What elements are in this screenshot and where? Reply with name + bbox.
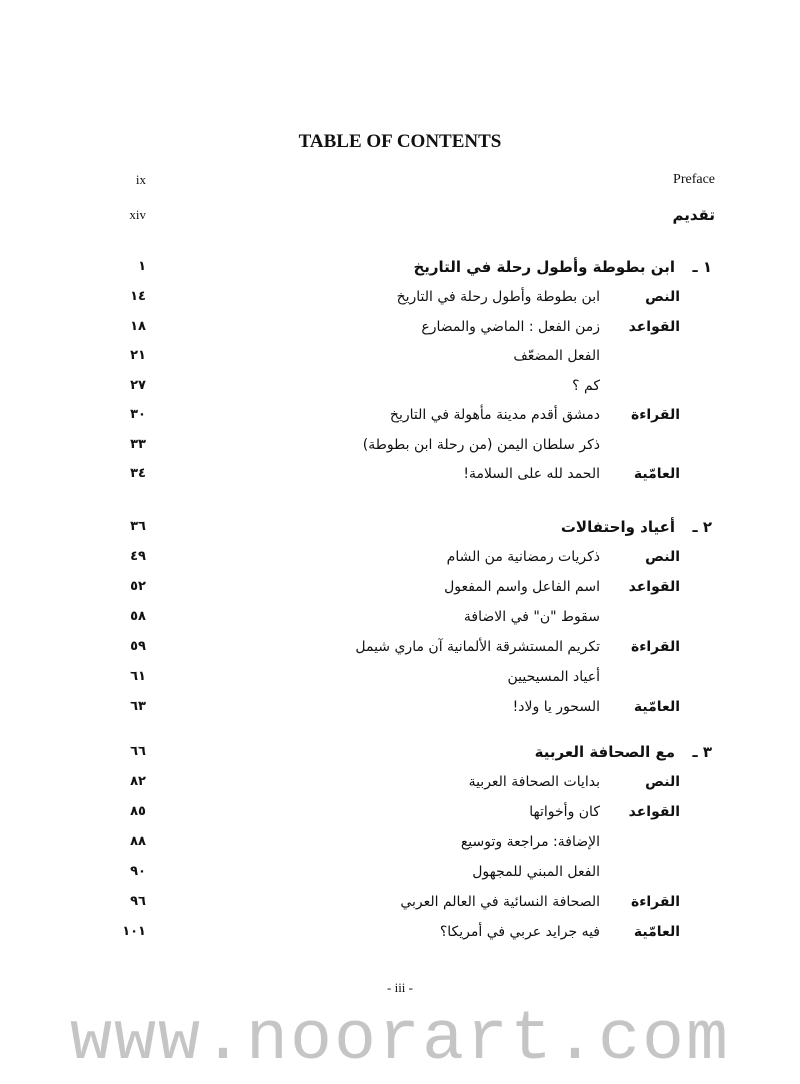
section-label: القراءة [630,894,680,910]
toc-entry [0,287,800,311]
page-number: ٥٩ [130,639,146,654]
toc-entry [0,862,800,886]
toc-entry [0,697,800,721]
entry-title: اسم الفاعل واسم المفعول [444,579,600,595]
entry-title: زمن الفعل : الماضي والمضارع [421,318,600,335]
toc-entry [0,892,800,916]
page-number: ٦٣ [130,699,146,714]
page-number: ٦١ [130,669,146,684]
toc-entry [0,376,800,400]
page-number: ٨٢ [130,774,146,789]
entry-title: الإضافة: مراجعة وتوسيع [460,834,600,850]
toc-entry [0,346,800,370]
entry-title: فيه جرايد عربي في أمريكا؟ [439,924,600,940]
toc-entry [0,667,800,691]
page-number: ٤٩ [130,549,146,564]
page-number: ٨٥ [130,804,146,819]
entry-title: سقوط "ن" في الاضافة [463,609,600,625]
toc-entry [0,464,800,488]
toc-entry [0,435,800,459]
section-label: النص [645,289,680,305]
entry-title: بدايات الصحافة العربية [468,774,600,790]
entry-title: الحمد لله على السلامة! [463,466,600,482]
page-number: ١ [138,259,146,274]
chapter-title: أعياد واحتفالات [560,518,675,536]
page-number: xiv [129,207,146,222]
section-label: العامّية [633,466,680,482]
toc-entry [0,922,800,946]
entry-title: أعياد المسيحيين [507,669,600,685]
section-label: النص [645,549,680,565]
entry-title: الفعل المضعّف [513,348,600,364]
section-label: القواعد [628,579,680,595]
page-number: ٥٨ [130,609,146,624]
page-number: ٩٠ [130,864,146,879]
section-label: القراءة [630,639,680,655]
entry-title: كان وأخواتها [529,804,600,820]
chapter-number: ١ ـ [692,258,712,276]
section-label: القواعد [628,804,680,820]
page-number: ٥٢ [130,579,146,594]
entry-title: دمشق أقدم مدينة مأهولة في التاريخ [389,407,600,423]
toc-entry [0,577,800,601]
toc-entry [0,832,800,856]
toc-entry [0,607,800,631]
page-number: ١٠١ [122,924,146,939]
page-number: ٦٦ [130,744,146,759]
chapter-number: ٢ ـ [692,518,712,536]
chapter-title: مع الصحافة العربية [534,743,675,761]
chapter-title: ابن بطوطة وأطول رحلة في التاريخ [413,258,675,276]
page-number: ٩٦ [130,894,146,909]
page-number: ٣٣ [130,436,146,452]
page-number: ٨٨ [130,834,146,849]
entry-title: السحور يا ولاد! [512,699,600,715]
page-number: ٣٦ [130,519,146,534]
section-label: النص [645,774,680,790]
entry-title: ذكر سلطان اليمن (من رحلة ابن بطوطة) [362,436,600,453]
toc-entry [0,317,800,341]
section-label: القراءة [630,407,680,423]
entry-title: ذكريات رمضانية من الشام [446,549,600,565]
section-label: القواعد [628,318,680,335]
toc-entry [0,405,800,429]
toc-entry [0,802,800,826]
chapter-heading [0,517,800,541]
chapter-heading [0,257,800,281]
section-label: العامّية [633,924,680,940]
entry-title: كم ؟ [572,377,600,394]
page-title: TABLE OF CONTENTS [298,131,502,152]
chapter-heading [0,742,800,766]
entry-title: ابن بطوطة وأطول رحلة في التاريخ [396,289,600,305]
front-matter-entry [0,170,800,194]
front-matter-entry [0,205,800,229]
page-number: ١٤ [130,289,146,304]
page-number: ٣٠ [130,407,146,422]
toc-entry [0,772,800,796]
toc-entry [0,547,800,571]
entry-title: الصحافة النسائية في العالم العربي [400,894,600,910]
page-number: ٢١ [130,348,146,363]
chapter-number: ٣ ـ [692,743,712,761]
entry-title: Preface [673,172,715,187]
page-number-footer: - iii - [387,980,413,995]
page-number: ix [135,172,146,187]
page-number: ٢٧ [130,377,146,393]
section-label: العامّية [633,699,680,715]
watermark: www.noorart.com [69,1001,731,1080]
entry-title: تكريم المستشرقة الألمانية آن ماري شيمل [355,639,600,655]
page-number: ١٨ [130,318,146,334]
entry-title: تقديم [672,206,715,224]
entry-title: الفعل المبني للمجهول [472,864,600,880]
page-number: ٣٤ [130,466,146,481]
toc-entry [0,637,800,661]
